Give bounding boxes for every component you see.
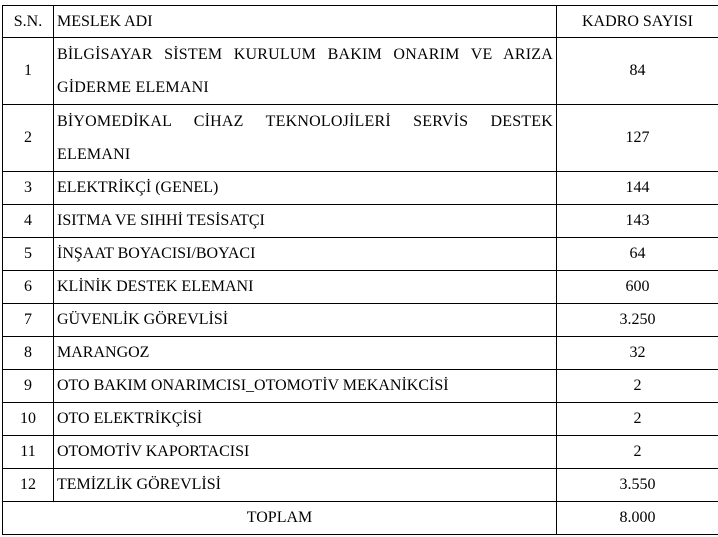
row-quota-count: 600 [557, 271, 718, 304]
header-sn: S.N. [3, 6, 54, 38]
row-sn: 3 [3, 172, 54, 205]
table-row [3, 172, 718, 205]
row-quota-count: 3.550 [557, 469, 718, 502]
row-sn: 10 [3, 403, 54, 436]
row-occupation-name: İNŞAAT BOYACISI/BOYACI [54, 238, 557, 271]
row-occupation-name: TEMİZLİK GÖREVLİSİ [54, 469, 557, 502]
row-sn: 6 [3, 271, 54, 304]
row-quota-count: 3.250 [557, 304, 718, 337]
row-quota-count: 84 [557, 38, 718, 105]
header-quota-count: KADRO SAYISI [557, 6, 718, 38]
row-sn: 12 [3, 469, 54, 502]
row-quota-count: 2 [557, 370, 718, 403]
row-sn: 4 [3, 205, 54, 238]
row-sn: 7 [3, 304, 54, 337]
table-row [3, 337, 718, 370]
row-sn: 11 [3, 436, 54, 469]
table-row [3, 469, 718, 502]
row-sn: 8 [3, 337, 54, 370]
table-row [3, 38, 718, 105]
table-row [3, 403, 718, 436]
row-occupation-name: MARANGOZ [54, 337, 557, 370]
occupation-name-text: BİYOMEDİKAL CİHAZ TEKNOLOJİLERİ SERVİS DESTEK ELEMANI [57, 113, 553, 163]
row-occupation-name: ELEKTRİKÇİ (GENEL) [54, 172, 557, 205]
row-occupation-name: KLİNİK DESTEK ELEMANI [54, 271, 557, 304]
total-label: TOPLAM [3, 502, 557, 535]
row-occupation-name: OTO ELEKTRİKÇİSİ [54, 403, 557, 436]
row-quota-count: 127 [557, 105, 718, 172]
row-occupation-name: OTO BAKIM ONARIMCISI_OTOMOTİV MEKANİKCİSİ [54, 370, 557, 403]
row-quota-count: 32 [557, 337, 718, 370]
row-occupation-name [54, 105, 557, 172]
table-row [3, 105, 718, 172]
table-row [3, 436, 718, 469]
row-occupation-name: GÜVENLİK GÖREVLİSİ [54, 304, 557, 337]
row-sn: 2 [3, 105, 54, 172]
staff-quota-table [2, 5, 718, 535]
row-occupation-name [54, 38, 557, 105]
row-quota-count: 2 [557, 436, 718, 469]
header-occupation-name: MESLEK ADI [54, 6, 557, 38]
total-quota-count: 8.000 [557, 502, 718, 535]
row-occupation-name: ISITMA VE SIHHİ TESİSATÇI [54, 205, 557, 238]
occupation-name-text: BİLGİSAYAR SİSTEM KURULUM BAKIM ONARIM VE ARIZA GİDERME ELEMANI [57, 46, 553, 96]
row-occupation-name: OTOMOTİV KAPORTACISI [54, 436, 557, 469]
table-row [3, 238, 718, 271]
total-row [3, 502, 718, 535]
row-quota-count: 144 [557, 172, 718, 205]
row-sn: 5 [3, 238, 54, 271]
row-quota-count: 64 [557, 238, 718, 271]
row-quota-count: 2 [557, 403, 718, 436]
table-row [3, 271, 718, 304]
row-sn: 1 [3, 38, 54, 105]
table-row [3, 205, 718, 238]
row-sn: 9 [3, 370, 54, 403]
row-quota-count: 143 [557, 205, 718, 238]
table-row [3, 370, 718, 403]
table-row [3, 304, 718, 337]
header-row [3, 6, 718, 38]
